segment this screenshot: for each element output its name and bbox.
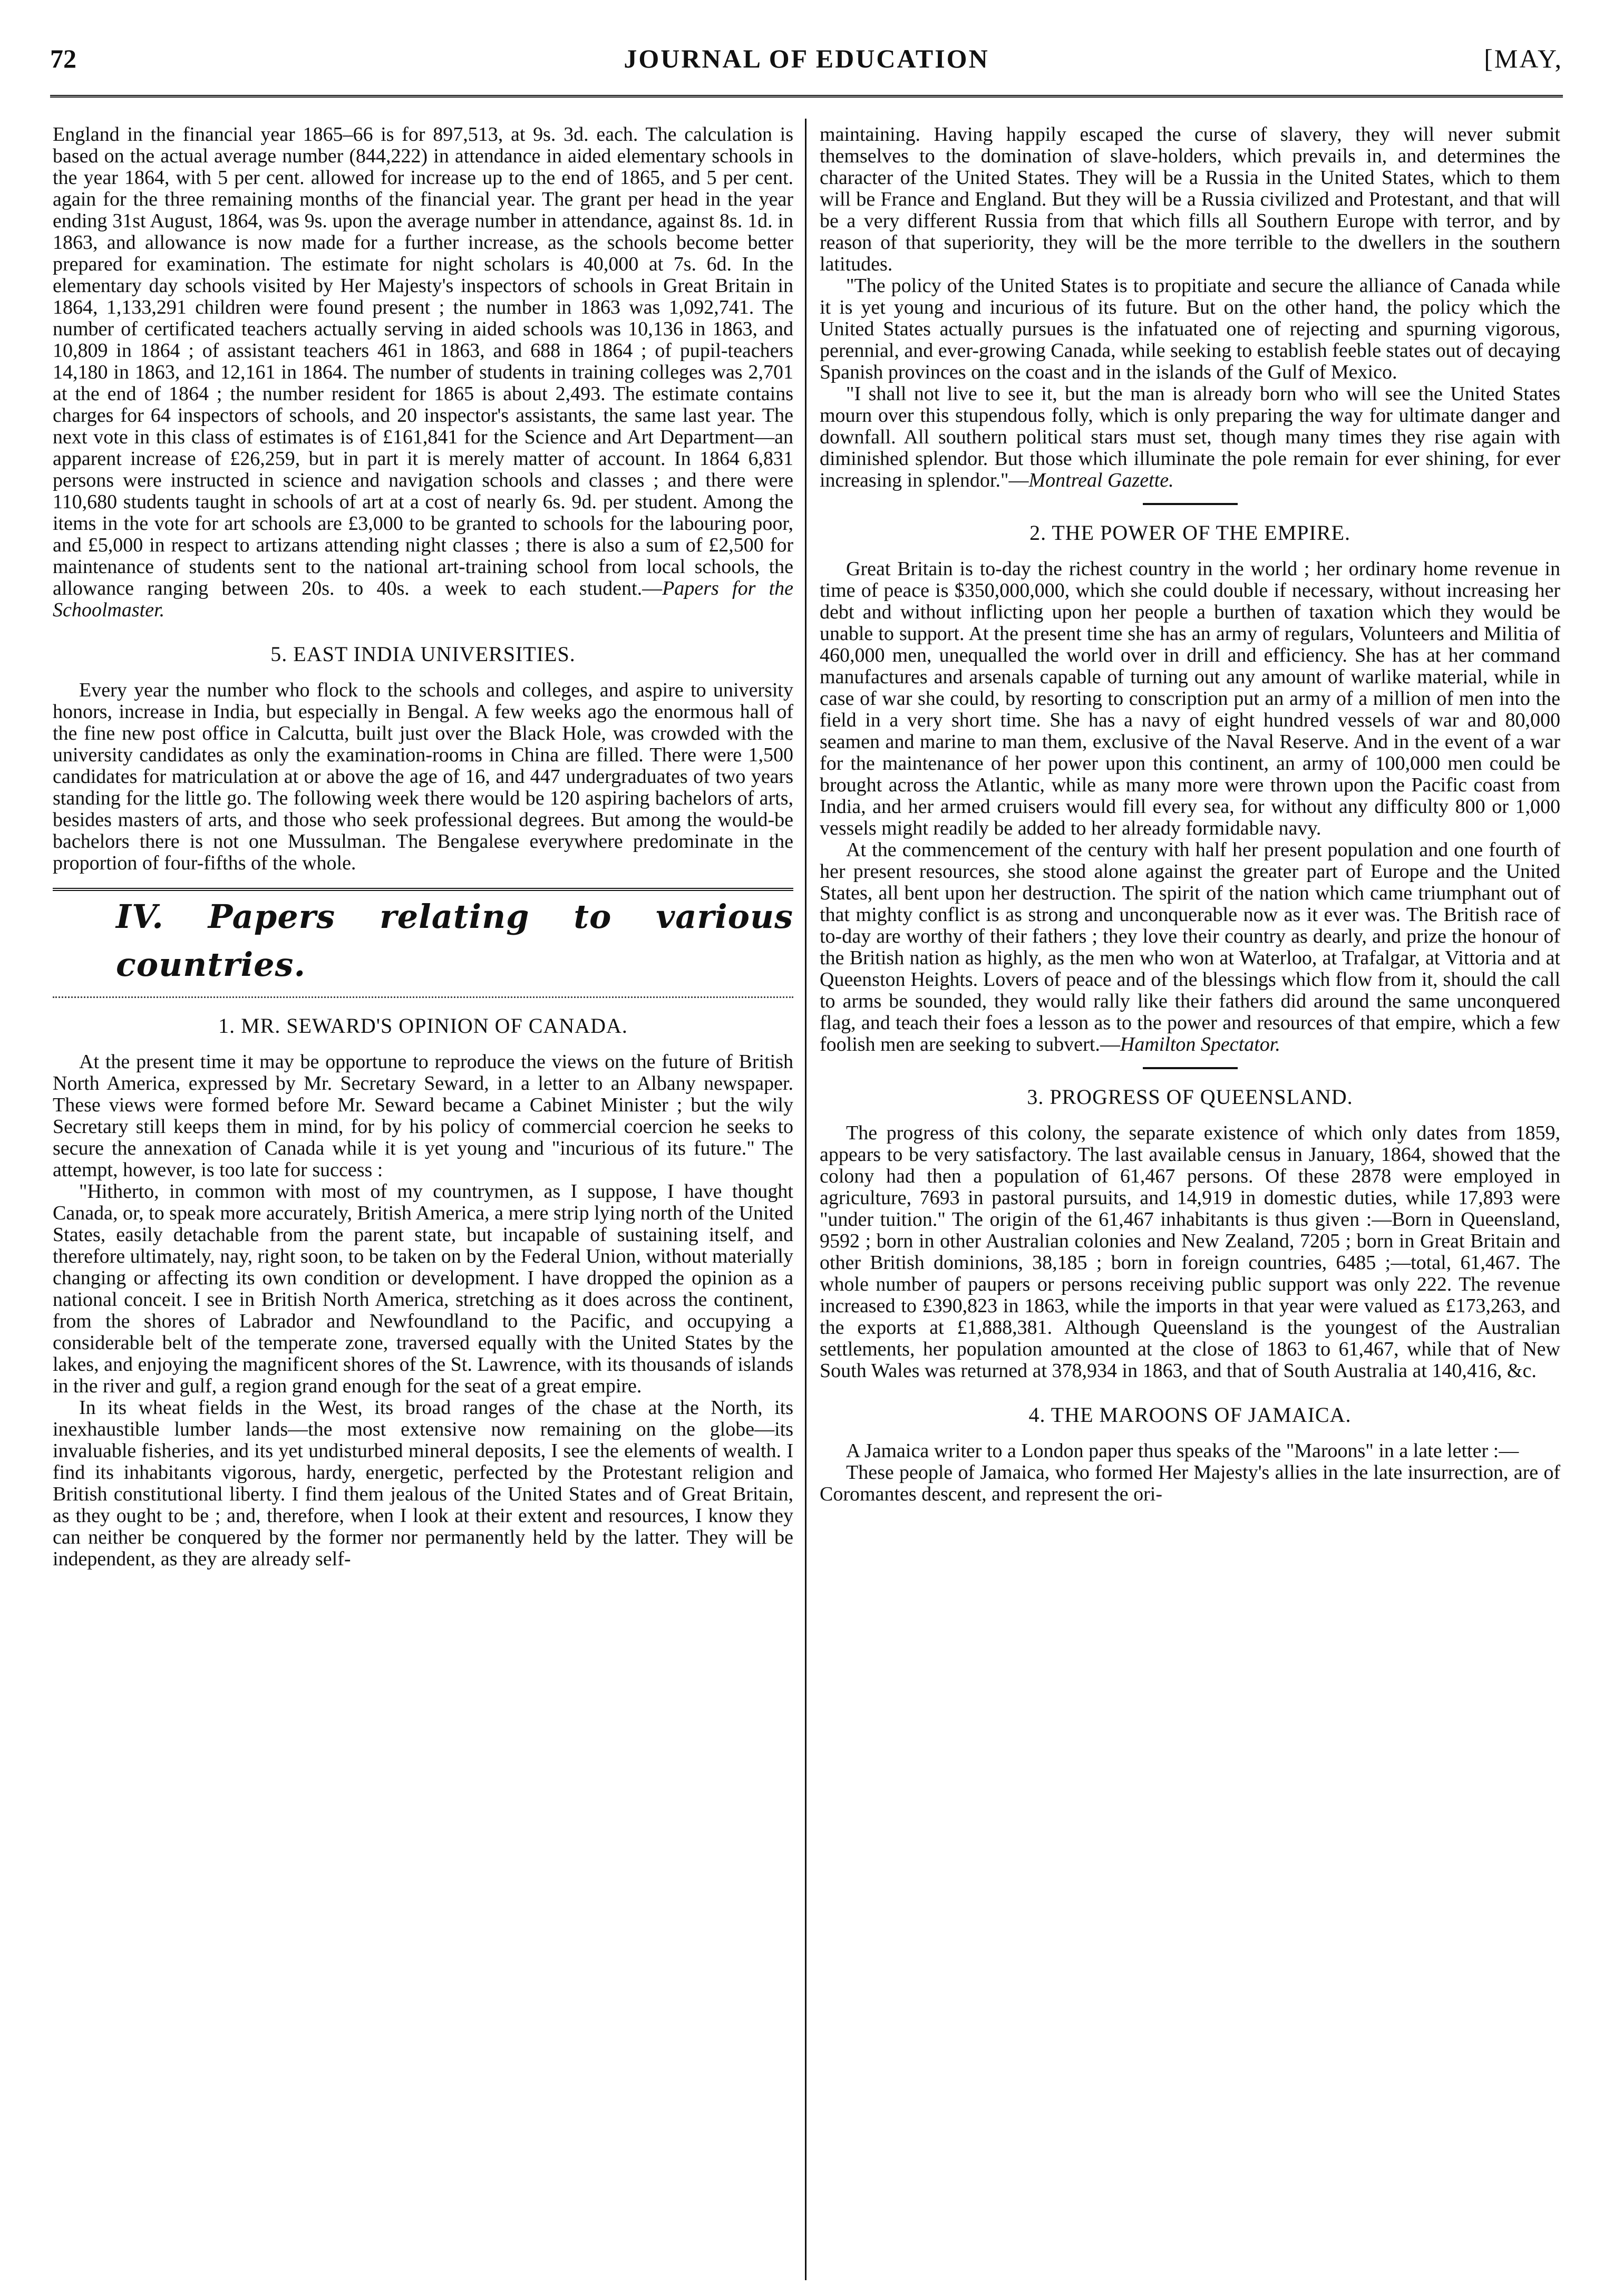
issue-month: [MAY,	[1484, 44, 1563, 73]
paragraph: In its wheat fields in the West, its broad ranges of the chase at the North, its inexhaustible lumber lands—the most extensive now remaining on the globe—its invaluable fisheries, and its yet undisturbed mineral deposits, I see the elements of wealth. I find its inhabitants vigorous, hardy, energetic, perfected by the Protestant religion and British constitutional liberty. I find them jealous of the United States and of Great Britain, as they ought to be ; and, therefore, when I look at their extent and resources, I know they can neither be conquered by the former nor permanently held by the latter. They will be independent, as they are already self-	[53, 1397, 793, 1570]
section-heading: 3. PROGRESS OF QUEENSLAND.	[1027, 1085, 1353, 1109]
section-heading: 5. EAST INDIA UNIVERSITIES.	[270, 642, 576, 666]
journal-title: JOURNAL OF EDUCATION	[624, 44, 989, 73]
paragraph: Every year the number who flock to the schools and colleges, and aspire to university honors, increase in India, but especially in Bengal. A few weeks ago the enormous hall of the fine new post office in Calcutta, built just over the Black Hole, was crowded with the university candidates as only the examination-rooms in China are filled. There were 1,500 candidates for matriculation at or above the age of 16, and 447 undergraduates of two years standing for the little go. The following week there would be 120 aspiring bachelors of arts, besides masters of arts, and those who seek professional degrees. But among the would-be bachelors there is not one Mussulman. The Bengalese everywhere predominate in the proportion of four-fifths of the whole.	[53, 679, 793, 874]
paragraph: "Hitherto, in common with most of my countrymen, as I suppose, I have thought Canada, or, to speak more accurately, British America, a mere strip lying north of the United States, easily detachable from the parent state, but incapable of sustaining itself, and therefore ultimately, nay, right soon, to be taken on by the Federal Union, without materially changing or affecting its own condition or development. I have dropped the opinion as a national conceit. I see in British North America, stretching as it does across the continent, from the shores of Labrador and Newfoundland to the Pacific, and occupying a considerable belt of the temperate zone, traversed equally with the United States by the lakes, and enjoying the magnificent shores of the St. Lawrence, with its thousands of islands in the river and gulf, a region grand enough for the seat of a great empire.	[53, 1180, 793, 1397]
section-heading: 4. THE MAROONS OF JAMAICA.	[1028, 1403, 1352, 1427]
citation: Hamilton Spectator.	[1120, 1033, 1280, 1055]
page-number: 72	[50, 44, 76, 73]
part-heading: IV. Papers relating to various countries.	[116, 897, 793, 984]
paragraph: The progress of this colony, the separate existence of which only dates from 1859, appears to be very satisfactory. The last available census in January, 1864, showed that the colony had then a population of 61,467 persons. Of these 2878 were employed in agriculture, 7693 in pastoral pursuits, and 14,919 in domestic duties, while 17,893 were "under tuition." The origin of the 61,467 inhabitants is thus given :—Born in Queensland, 9592 ; born in other Australian colonies and New Zealand, 7205 ; born in Great Britain and other British dominions, 38,185 ; born in foreign countries, 6485 ;—total, 61,467. The whole number of paupers or persons receiving public support was only 222. The revenue increased to £390,823 in 1863, while the imports in that year were valued as £173,263, and the exports at £1,888,381. Although Queensland is the youngest of the Australian settlements, her population amounted at the close of 1863 to 61,467, while that of New South Wales was returned at 378,934 in 1863, and that of South Australia at 140,416, &c.	[820, 1122, 1560, 1382]
paragraph: At the present time it may be opportune to reproduce the views on the future of British North America, expressed by Mr. Secretary Seward, in a letter to an Albany newspaper. These views were formed before Mr. Seward became a Cabinet Minister ; but the wily Secretary still keeps them in mind, for by his policy of commercial coercion he seeks to secure the annexation of Canada while it is yet young and "incurious of its future." The attempt, however, is too late for success :	[53, 1051, 793, 1181]
part-rule	[53, 888, 793, 893]
part-heading-block	[53, 888, 793, 998]
paragraph: maintaining. Having happily escaped the curse of slavery, they will never submit themselves to the domination of slave-holders, which prevails in, and determines the character of the United States. They will be a Russia in the United States, which to them will be France and England. But they will be a Russia civilized and Protestant, and that will be a very different Russia from that which fills all Southern Europe with terror, and by reason of that superiority, they will be the more terrible to the dwellers in the southern latitudes.	[820, 123, 1560, 275]
paragraph: "The policy of the United States is to propitiate and secure the alliance of Canada while it is yet young and incurious of its future. But on the other hand, the policy which the United States actually pursues is the infatuated one of rejecting and spurning vigorous, perennial, and ever-growing Canada, while seeking to establish feeble states out of decaying Spanish provinces on the coast and in the islands of the Gulf of Mexico.	[820, 275, 1560, 383]
wavy-rule	[53, 989, 793, 998]
paragraph: At the commencement of the century with half her present population and one fourth of her present resources, she stood alone against the greater part of Europe and the United States, all bent upon her destruction. The spirit of the nation which came triumphant out of that mighty conflict is as strong and unconquerable now as it ever was. The British race of to-day are worthy of their fathers ; they love their country as dearly, and prize the honour of the British nation as highly, as the men who won at Waterloo, at Trafalgar, at Vittoria and at Queenston Heights. Lovers of peace and of the blessings which flow from it, should the call to arms be sounded, they would rally like their fathers did around the same unconquered flag, and teach their foes a lesson as to the power and resources of that empire, which a few foolish men are seeking to subvert.—Hamilton Spectator.	[820, 839, 1560, 1055]
paragraph: "I shall not live to see it, but the man is already born who will see the United States mourn over this stupendous folly, which is only preparing the way for ultimate danger and downfall. All southern political stars must set, though many times they rise again with diminished splendor. But those which illuminate the pole remain for ever shining, for ever increasing in splendor."—Montreal Gazette.	[820, 383, 1560, 491]
paragraph: Great Britain is to-day the richest country in the world ; her ordinary home revenue in time of peace is $350,000,000, which she could double if necessary, without increasing her debt and without inflicting upon her people a burthen of taxation which they would be unable to support. At the present time she has an army of regulars, Volunteers and Militia of 460,000 men, unequalled the world over in drill and efficiency. She has at her command manufactures and arsenals capable of turning out any amount of warlike material, while in case of war she could, by resorting to conscription put an army of a million of men into the field in a very short time. She has a navy of eight hundred vessels of war and 80,000 seamen and marine to man them, exclusive of the Naval Reserve. And in the event of a war for the maintenance of her power upon this continent, an army of 100,000 men could be brought across the Atlantic, while as many more were thrown upon the Pacific coast from India, and her armed cruisers would fill every sea, for without any difficulty 800 or 1,000 vessels might readily be added to her already formidable navy.	[820, 558, 1560, 839]
section-rule	[1143, 503, 1238, 505]
paragraph: England in the financial year 1865–66 is for 897,513, at 9s. 3d. each. The calculation is based on the actual average number (844,222) in attendance in aided elementary schools in the year 1864, with 5 per cent. allowed for increase up to the end of 1865, and 5 per cent. again for the three remaining months of the financial year. The grant per head in the year ending 31st August, 1864, was 9s. upon the average number in attendance, against 8s. 1d. in 1863, and allowance is now made for a further increase, as the schools become better prepared for examination. The estimate for night scholars is 40,000 at 7s. 6d. In the elementary day schools visited by Her Majesty's inspectors of schools in Great Britain in 1864, 1,133,291 children were found present ; the number in 1863 was 1,092,741. The number of certificated teachers actually serving in aided schools was 10,136 in 1863, and 10,809 in 1864 ; of assistant teachers 461 in 1863, and 688 in 1864 ; of pupil-teachers 14,180 in 1863, and 12,161 in 1864. The number of students in training colleges was 2,701 at the end of 1864 ; the number resident for 1865 is about 2,493. The estimate contains charges for 64 inspectors of schools, and 20 inspector's assistants, the same last year. The next vote in this class of estimates is of £161,841 for the Science and Art Department—an apparent increase of £26,259, but in part it is merely matter of account. In 1864 6,831 persons were instructed in science and navigation schools and classes ; and there were 110,680 students taught in schools of art at a cost of nearly 6s. 9d. per student. Among the items in the vote for art schools are £3,000 to be granted to schools for the labouring poor, and £5,000 in respect to artizans attending night classes ; there is also a sum of £2,500 for maintenance of students sent to the national art-training school from local schools, the allowance ranging between 20s. to 40s. a week to each student.—Papers for the Schoolmaster.	[53, 123, 793, 621]
left-column	[53, 124, 793, 1570]
section-heading: 1. MR. SEWARD'S OPINION OF CANADA.	[218, 1014, 628, 1038]
page-header	[50, 37, 1563, 84]
paragraph: A Jamaica writer to a London paper thus speaks of the "Maroons" in a late letter :—	[846, 1440, 1519, 1462]
section-heading: 2. THE POWER OF THE EMPIRE.	[1029, 521, 1350, 545]
section-rule	[1143, 1067, 1238, 1069]
column-divider	[805, 119, 806, 2280]
paragraph: These people of Jamaica, who formed Her Majesty's allies in the late insurrection, are of Coromantes descent, and represent the ori-	[820, 1461, 1560, 1505]
citation: Papers for the Schoolmaster.	[53, 577, 793, 621]
header-rule	[50, 95, 1563, 103]
right-column	[820, 124, 1560, 1505]
citation: Montreal Gazette.	[1028, 469, 1174, 491]
